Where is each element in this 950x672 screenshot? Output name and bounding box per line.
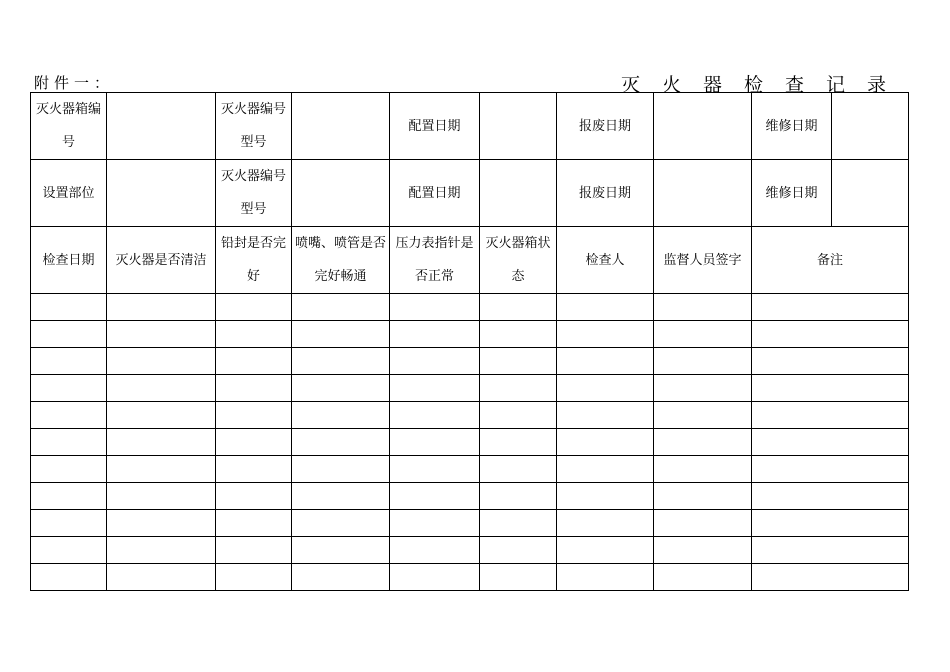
seal-cell[interactable] <box>216 402 292 429</box>
location-label: 设置部位 <box>31 160 107 227</box>
column-header-row <box>31 227 909 294</box>
pressure-cell[interactable] <box>390 375 480 402</box>
attachment-label: 附件一： <box>34 74 115 92</box>
remarks-cell[interactable] <box>752 510 909 537</box>
seal-cell[interactable] <box>216 375 292 402</box>
nozzle-cell[interactable] <box>292 402 390 429</box>
pressure-cell[interactable] <box>390 537 480 564</box>
config-date-value[interactable] <box>480 160 557 227</box>
pressure-cell[interactable] <box>390 456 480 483</box>
nozzle-cell[interactable] <box>292 537 390 564</box>
inspection-date-cell[interactable] <box>31 537 107 564</box>
nozzle-cell[interactable] <box>292 483 390 510</box>
seal-cell[interactable] <box>216 564 292 591</box>
inspector-cell[interactable] <box>557 402 654 429</box>
inspection-date-cell[interactable] <box>31 564 107 591</box>
seal-cell[interactable] <box>216 429 292 456</box>
cleanliness-cell[interactable] <box>107 564 216 591</box>
box-status-cell[interactable] <box>480 429 557 456</box>
inspection-date-cell[interactable] <box>31 429 107 456</box>
box-status-cell[interactable] <box>480 375 557 402</box>
remarks-cell[interactable] <box>752 537 909 564</box>
repair-date-value[interactable] <box>832 93 909 160</box>
seal-cell[interactable] <box>216 510 292 537</box>
col-header-inspector: 检查人 <box>557 227 654 294</box>
record-row <box>31 456 909 483</box>
repair-date-label: 维修日期 <box>752 93 832 160</box>
location-value[interactable] <box>107 160 216 227</box>
supervisor-cell[interactable] <box>654 402 752 429</box>
scrap-date-label: 报废日期 <box>557 160 654 227</box>
cleanliness-cell[interactable] <box>107 348 216 375</box>
seal-cell[interactable] <box>216 456 292 483</box>
cleanliness-cell[interactable] <box>107 537 216 564</box>
pressure-cell[interactable] <box>390 510 480 537</box>
inspector-cell[interactable] <box>557 564 654 591</box>
pressure-cell[interactable] <box>390 564 480 591</box>
inspector-cell[interactable] <box>557 510 654 537</box>
cleanliness-cell[interactable] <box>107 483 216 510</box>
config-date-label: 配置日期 <box>390 160 480 227</box>
extinguisher-model-value[interactable] <box>292 93 390 160</box>
supervisor-cell[interactable] <box>654 429 752 456</box>
inspector-cell[interactable] <box>557 429 654 456</box>
repair-date-label: 维修日期 <box>752 160 832 227</box>
extinguisher-model-label: 灭火器编号型号 <box>216 93 292 160</box>
supervisor-cell[interactable] <box>654 537 752 564</box>
box-status-cell[interactable] <box>480 510 557 537</box>
document-header <box>30 70 908 96</box>
inspector-cell[interactable] <box>557 483 654 510</box>
info-row-1 <box>31 93 909 160</box>
inspector-cell[interactable] <box>557 375 654 402</box>
box-status-cell[interactable] <box>480 537 557 564</box>
cleanliness-cell[interactable] <box>107 402 216 429</box>
seal-cell[interactable] <box>216 483 292 510</box>
supervisor-cell[interactable] <box>654 375 752 402</box>
record-row <box>31 429 909 456</box>
repair-date-value[interactable] <box>832 160 909 227</box>
scrap-date-label: 报废日期 <box>557 93 654 160</box>
cleanliness-cell[interactable] <box>107 510 216 537</box>
nozzle-cell[interactable] <box>292 564 390 591</box>
cleanliness-cell[interactable] <box>107 375 216 402</box>
box-status-cell[interactable] <box>480 321 557 348</box>
box-status-cell[interactable] <box>480 456 557 483</box>
remarks-cell[interactable] <box>752 483 909 510</box>
inspection-date-cell[interactable] <box>31 375 107 402</box>
document-title: 灭火器检查记录 <box>620 74 908 96</box>
inspection-date-cell[interactable] <box>31 510 107 537</box>
info-row-2 <box>31 160 909 227</box>
inspector-cell[interactable] <box>557 456 654 483</box>
supervisor-cell[interactable] <box>654 510 752 537</box>
nozzle-cell[interactable] <box>292 321 390 348</box>
seal-cell[interactable] <box>216 348 292 375</box>
col-header-supervisor-signature: 监督人员签字 <box>654 227 752 294</box>
cleanliness-cell[interactable] <box>107 429 216 456</box>
extinguisher-model-value[interactable] <box>292 160 390 227</box>
record-row <box>31 375 909 402</box>
remarks-cell[interactable] <box>752 564 909 591</box>
col-header-inspection-date: 检查日期 <box>31 227 107 294</box>
inspection-date-cell[interactable] <box>31 483 107 510</box>
col-header-pressure-gauge: 压力表指针是否正常 <box>390 227 480 294</box>
extinguisher-model-label: 灭火器编号型号 <box>216 160 292 227</box>
scrap-date-value[interactable] <box>654 160 752 227</box>
nozzle-cell[interactable] <box>292 294 390 321</box>
remarks-cell[interactable] <box>752 429 909 456</box>
inspector-cell[interactable] <box>557 294 654 321</box>
pressure-cell[interactable] <box>390 402 480 429</box>
inspection-record-table <box>30 92 909 591</box>
nozzle-cell[interactable] <box>292 510 390 537</box>
scrap-date-value[interactable] <box>654 93 752 160</box>
supervisor-cell[interactable] <box>654 294 752 321</box>
remarks-cell[interactable] <box>752 456 909 483</box>
nozzle-cell[interactable] <box>292 429 390 456</box>
col-header-remarks: 备注 <box>752 227 909 294</box>
supervisor-cell[interactable] <box>654 321 752 348</box>
record-row <box>31 483 909 510</box>
nozzle-cell[interactable] <box>292 348 390 375</box>
record-row <box>31 294 909 321</box>
record-row <box>31 537 909 564</box>
record-row <box>31 348 909 375</box>
remarks-cell[interactable] <box>752 375 909 402</box>
pressure-cell[interactable] <box>390 294 480 321</box>
remarks-cell[interactable] <box>752 321 909 348</box>
inspector-cell[interactable] <box>557 348 654 375</box>
supervisor-cell[interactable] <box>654 483 752 510</box>
supervisor-cell[interactable] <box>654 564 752 591</box>
col-header-box-status: 灭火器箱状态 <box>480 227 557 294</box>
seal-cell[interactable] <box>216 294 292 321</box>
remarks-cell[interactable] <box>752 294 909 321</box>
config-date-label: 配置日期 <box>390 93 480 160</box>
inspection-date-cell[interactable] <box>31 402 107 429</box>
pressure-cell[interactable] <box>390 429 480 456</box>
inspection-date-cell[interactable] <box>31 321 107 348</box>
record-row <box>31 321 909 348</box>
pressure-cell[interactable] <box>390 348 480 375</box>
box-status-cell[interactable] <box>480 483 557 510</box>
col-header-cleanliness: 灭火器是否清洁 <box>107 227 216 294</box>
seal-cell[interactable] <box>216 537 292 564</box>
col-header-seal: 铅封是否完好 <box>216 227 292 294</box>
record-row <box>31 564 909 591</box>
inspector-cell[interactable] <box>557 537 654 564</box>
pressure-cell[interactable] <box>390 483 480 510</box>
remarks-cell[interactable] <box>752 348 909 375</box>
remarks-cell[interactable] <box>752 402 909 429</box>
box-number-value[interactable] <box>107 93 216 160</box>
box-status-cell[interactable] <box>480 564 557 591</box>
seal-cell[interactable] <box>216 321 292 348</box>
record-row <box>31 402 909 429</box>
cleanliness-cell[interactable] <box>107 456 216 483</box>
box-status-cell[interactable] <box>480 402 557 429</box>
box-number-label: 灭火器箱编号 <box>31 93 107 160</box>
inspection-date-cell[interactable] <box>31 294 107 321</box>
cleanliness-cell[interactable] <box>107 294 216 321</box>
record-row <box>31 510 909 537</box>
inspection-date-cell[interactable] <box>31 456 107 483</box>
box-status-cell[interactable] <box>480 348 557 375</box>
nozzle-cell[interactable] <box>292 456 390 483</box>
supervisor-cell[interactable] <box>654 348 752 375</box>
inspection-date-cell[interactable] <box>31 348 107 375</box>
supervisor-cell[interactable] <box>654 456 752 483</box>
inspector-cell[interactable] <box>557 321 654 348</box>
config-date-value[interactable] <box>480 93 557 160</box>
nozzle-cell[interactable] <box>292 375 390 402</box>
col-header-nozzle: 喷嘴、喷管是否完好畅通 <box>292 227 390 294</box>
box-status-cell[interactable] <box>480 294 557 321</box>
cleanliness-cell[interactable] <box>107 321 216 348</box>
pressure-cell[interactable] <box>390 321 480 348</box>
